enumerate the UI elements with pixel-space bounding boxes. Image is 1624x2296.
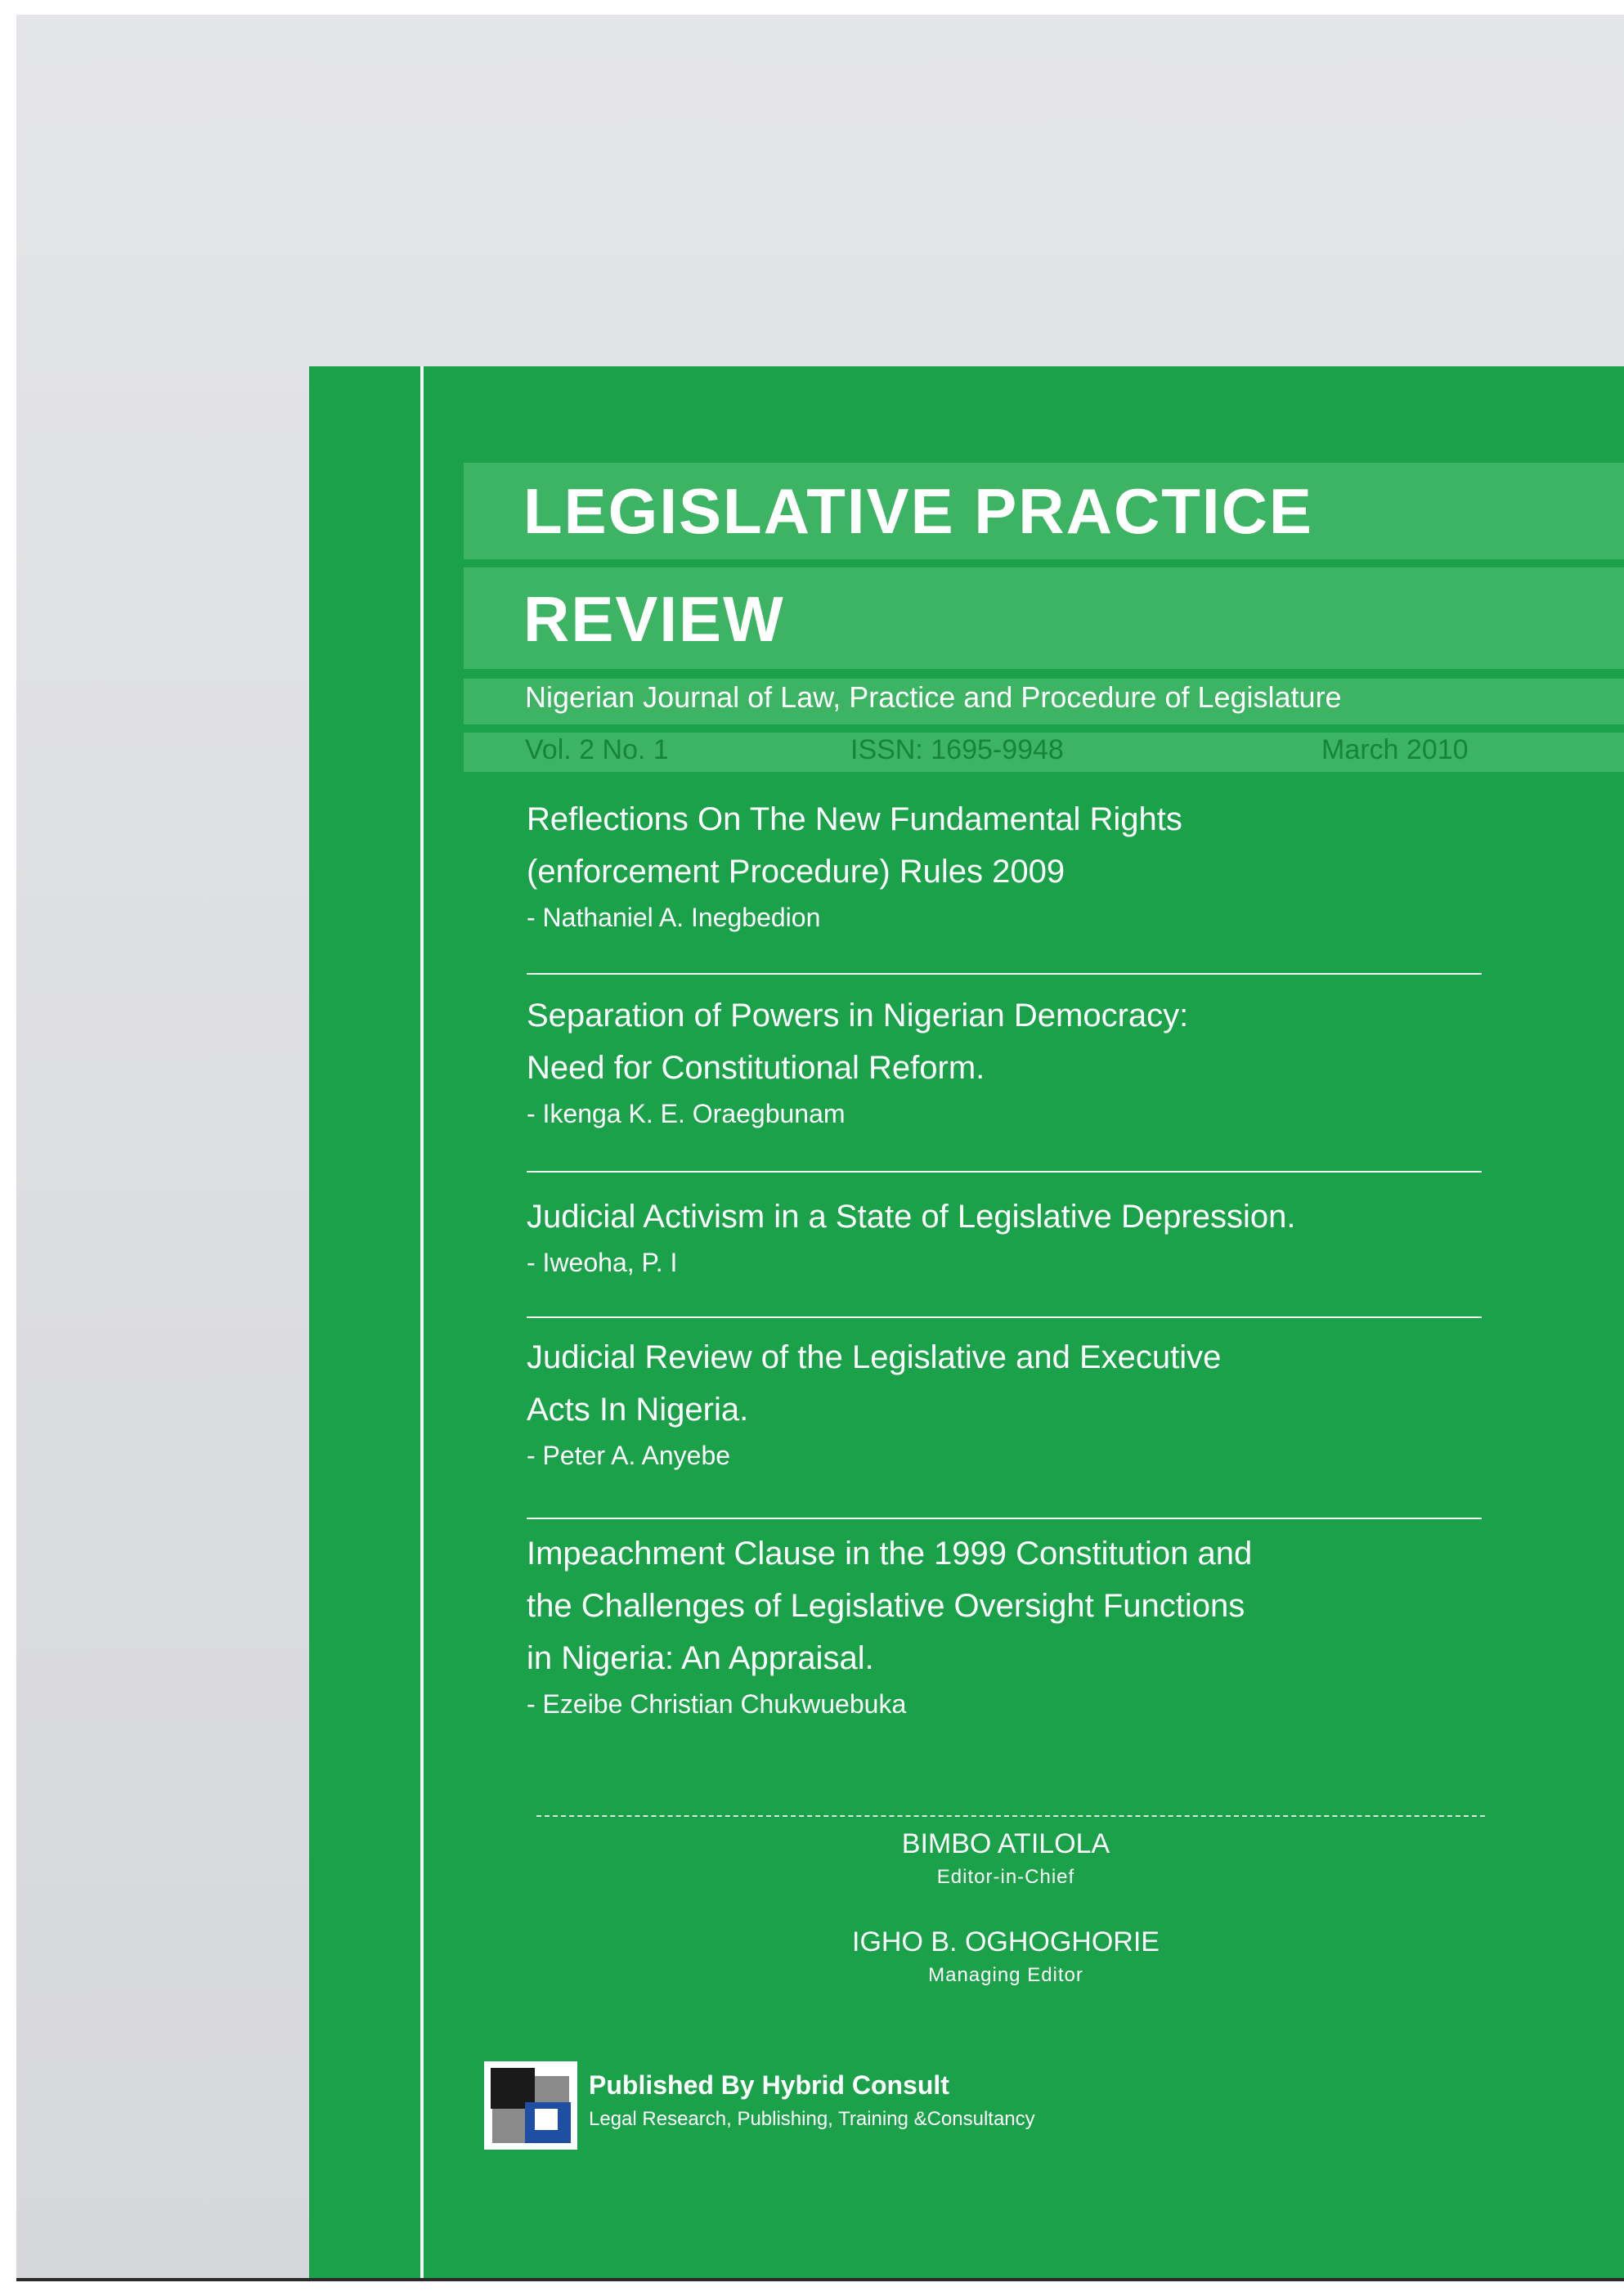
article-title: Need for Constitutional Reform. [527, 1050, 985, 1086]
hybrid-consult-logo [484, 2061, 577, 2150]
editor-name: IGHO B. OGHOGHORIE [852, 1926, 1160, 1957]
divider [527, 1171, 1482, 1173]
article-entry [527, 989, 1524, 1133]
issue-date: March 2010 [1321, 734, 1469, 765]
publisher-tagline: Legal Research, Publishing, Training &Consultancy [589, 2108, 1035, 2130]
article-author: - Ikenga K. E. Oraegbunam [527, 1099, 846, 1128]
spine-line [420, 366, 424, 2278]
article-title: (enforcement Procedure) Rules 2009 [527, 854, 1065, 890]
journal-title: REVIEW [523, 583, 785, 655]
issn-number: ISSN: 1695-9948 [850, 734, 1064, 765]
article-entry [527, 1527, 1524, 1724]
editor-name: BIMBO ATILOLA [901, 1828, 1110, 1859]
journal-subtitle: Nigerian Journal of Law, Practice and Procedure of Legislature [525, 680, 1342, 714]
article-title: Reflections On The New Fundamental Rights [527, 801, 1182, 837]
editor-role: Managing Editor [928, 1964, 1083, 1986]
divider [536, 1815, 1485, 1817]
article-entry [527, 1191, 1524, 1282]
divider [527, 1518, 1482, 1519]
divider [527, 1316, 1482, 1318]
article-author: - Nathaniel A. Inegbedion [527, 903, 821, 932]
article-author: - Iweoha, P. I [527, 1248, 678, 1277]
article-title: Judicial Activism in a State of Legislative Depression. [527, 1199, 1296, 1235]
article-entry [527, 1331, 1524, 1475]
article-title: Separation of Powers in Nigerian Democracy: [527, 998, 1189, 1034]
scan-edge [16, 2278, 1624, 2281]
article-title: the Challenges of Legislative Oversight Functions [527, 1588, 1245, 1624]
article-author: - Ezeibe Christian Chukwuebuka [527, 1689, 907, 1719]
journal-title: LEGISLATIVE PRACTICE [523, 475, 1313, 547]
publisher-name: Published By Hybrid Consult [589, 2070, 949, 2100]
volume-number: Vol. 2 No. 1 [525, 734, 669, 765]
article-title: Judicial Review of the Legislative and Executive [527, 1339, 1222, 1375]
article-title: Acts In Nigeria. [527, 1392, 749, 1428]
article-title: in Nigeria: An Appraisal. [527, 1640, 874, 1676]
article-title: Impeachment Clause in the 1999 Constitution and [527, 1536, 1253, 1572]
article-entry [527, 793, 1524, 937]
article-author: - Peter A. Anyebe [527, 1441, 731, 1470]
editor-role: Editor-in-Chief [936, 1866, 1075, 1888]
divider [527, 973, 1482, 975]
